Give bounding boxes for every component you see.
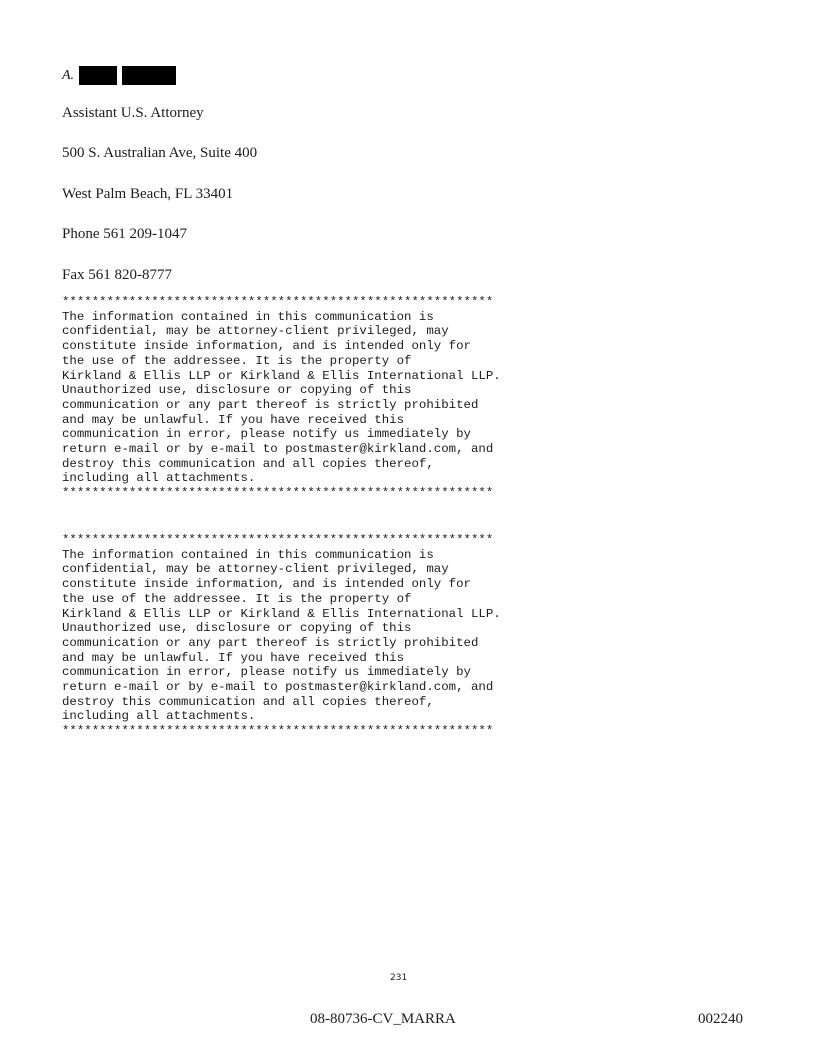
notice-border-top: ********************************************************** (62, 295, 494, 309)
notice-line: and may be unlawful. If you have received this (62, 650, 405, 665)
notice-line: communication in error, please notify us immediately by (62, 665, 471, 680)
notice-line: constitute inside information, and is intended only for (62, 577, 471, 592)
notice-line: confidential, may be attorney-client privileged, may (62, 562, 449, 577)
notice-line: constitute inside information, and is intended only for (62, 339, 471, 354)
notice-line: Kirkland & Ellis LLP or Kirkland & Ellis International LLP. (62, 368, 501, 383)
notice-line: return e-mail or by e-mail to postmaster@kirkland.com, and (62, 442, 494, 457)
notice-line: The information contained in this communication is (62, 309, 434, 324)
redaction-box (122, 66, 176, 85)
notice-line: destroy this communication and all copies thereof, (62, 694, 434, 709)
notice-line: communication or any part thereof is strictly prohibited (62, 635, 479, 650)
notice-line: the use of the addressee. It is the property of (62, 591, 412, 606)
confidentiality-notice (62, 295, 501, 501)
notice-line: including all attachments. (62, 709, 256, 724)
notice-line: including all attachments. (62, 471, 256, 486)
contact-title: Assistant U.S. Attorney (62, 105, 204, 121)
confidentiality-notice (62, 533, 501, 739)
notice-line: Unauthorized use, disclosure or copying of this (62, 621, 412, 636)
case-number: 08-80736-CV_MARRA (310, 1011, 456, 1027)
notice-line: return e-mail or by e-mail to postmaster@kirkland.com, and (62, 680, 494, 695)
signature-initial: A. (62, 67, 75, 83)
fax-number: Fax 561 820-8777 (62, 267, 172, 283)
notice-border-bottom: ********************************************************** (62, 486, 494, 501)
notice-line: the use of the addressee. It is the property of (62, 353, 412, 368)
notice-line: Unauthorized use, disclosure or copying of this (62, 383, 412, 398)
address-line-2: West Palm Beach, FL 33401 (62, 186, 234, 202)
notice-line: and may be unlawful. If you have received this (62, 412, 405, 427)
notice-line: destroy this communication and all copies thereof, (62, 456, 434, 471)
notice-line: confidential, may be attorney-client privileged, may (62, 324, 449, 339)
notice-line: The information contained in this communication is (62, 547, 434, 562)
notice-border-bottom: ********************************************************** (62, 724, 494, 739)
page-number: 231 (390, 973, 408, 983)
bates-number: 002240 (698, 1011, 743, 1027)
address-line-1: 500 S. Australian Ave, Suite 400 (62, 145, 258, 161)
signature-line (62, 66, 176, 85)
notice-border-top: ********************************************************** (62, 533, 494, 547)
notice-line: Kirkland & Ellis LLP or Kirkland & Ellis International LLP. (62, 606, 501, 621)
notice-line: communication in error, please notify us immediately by (62, 427, 471, 442)
redaction-box (79, 66, 117, 85)
phone-number: Phone 561 209-1047 (62, 226, 187, 242)
notice-line: communication or any part thereof is strictly prohibited (62, 397, 479, 412)
